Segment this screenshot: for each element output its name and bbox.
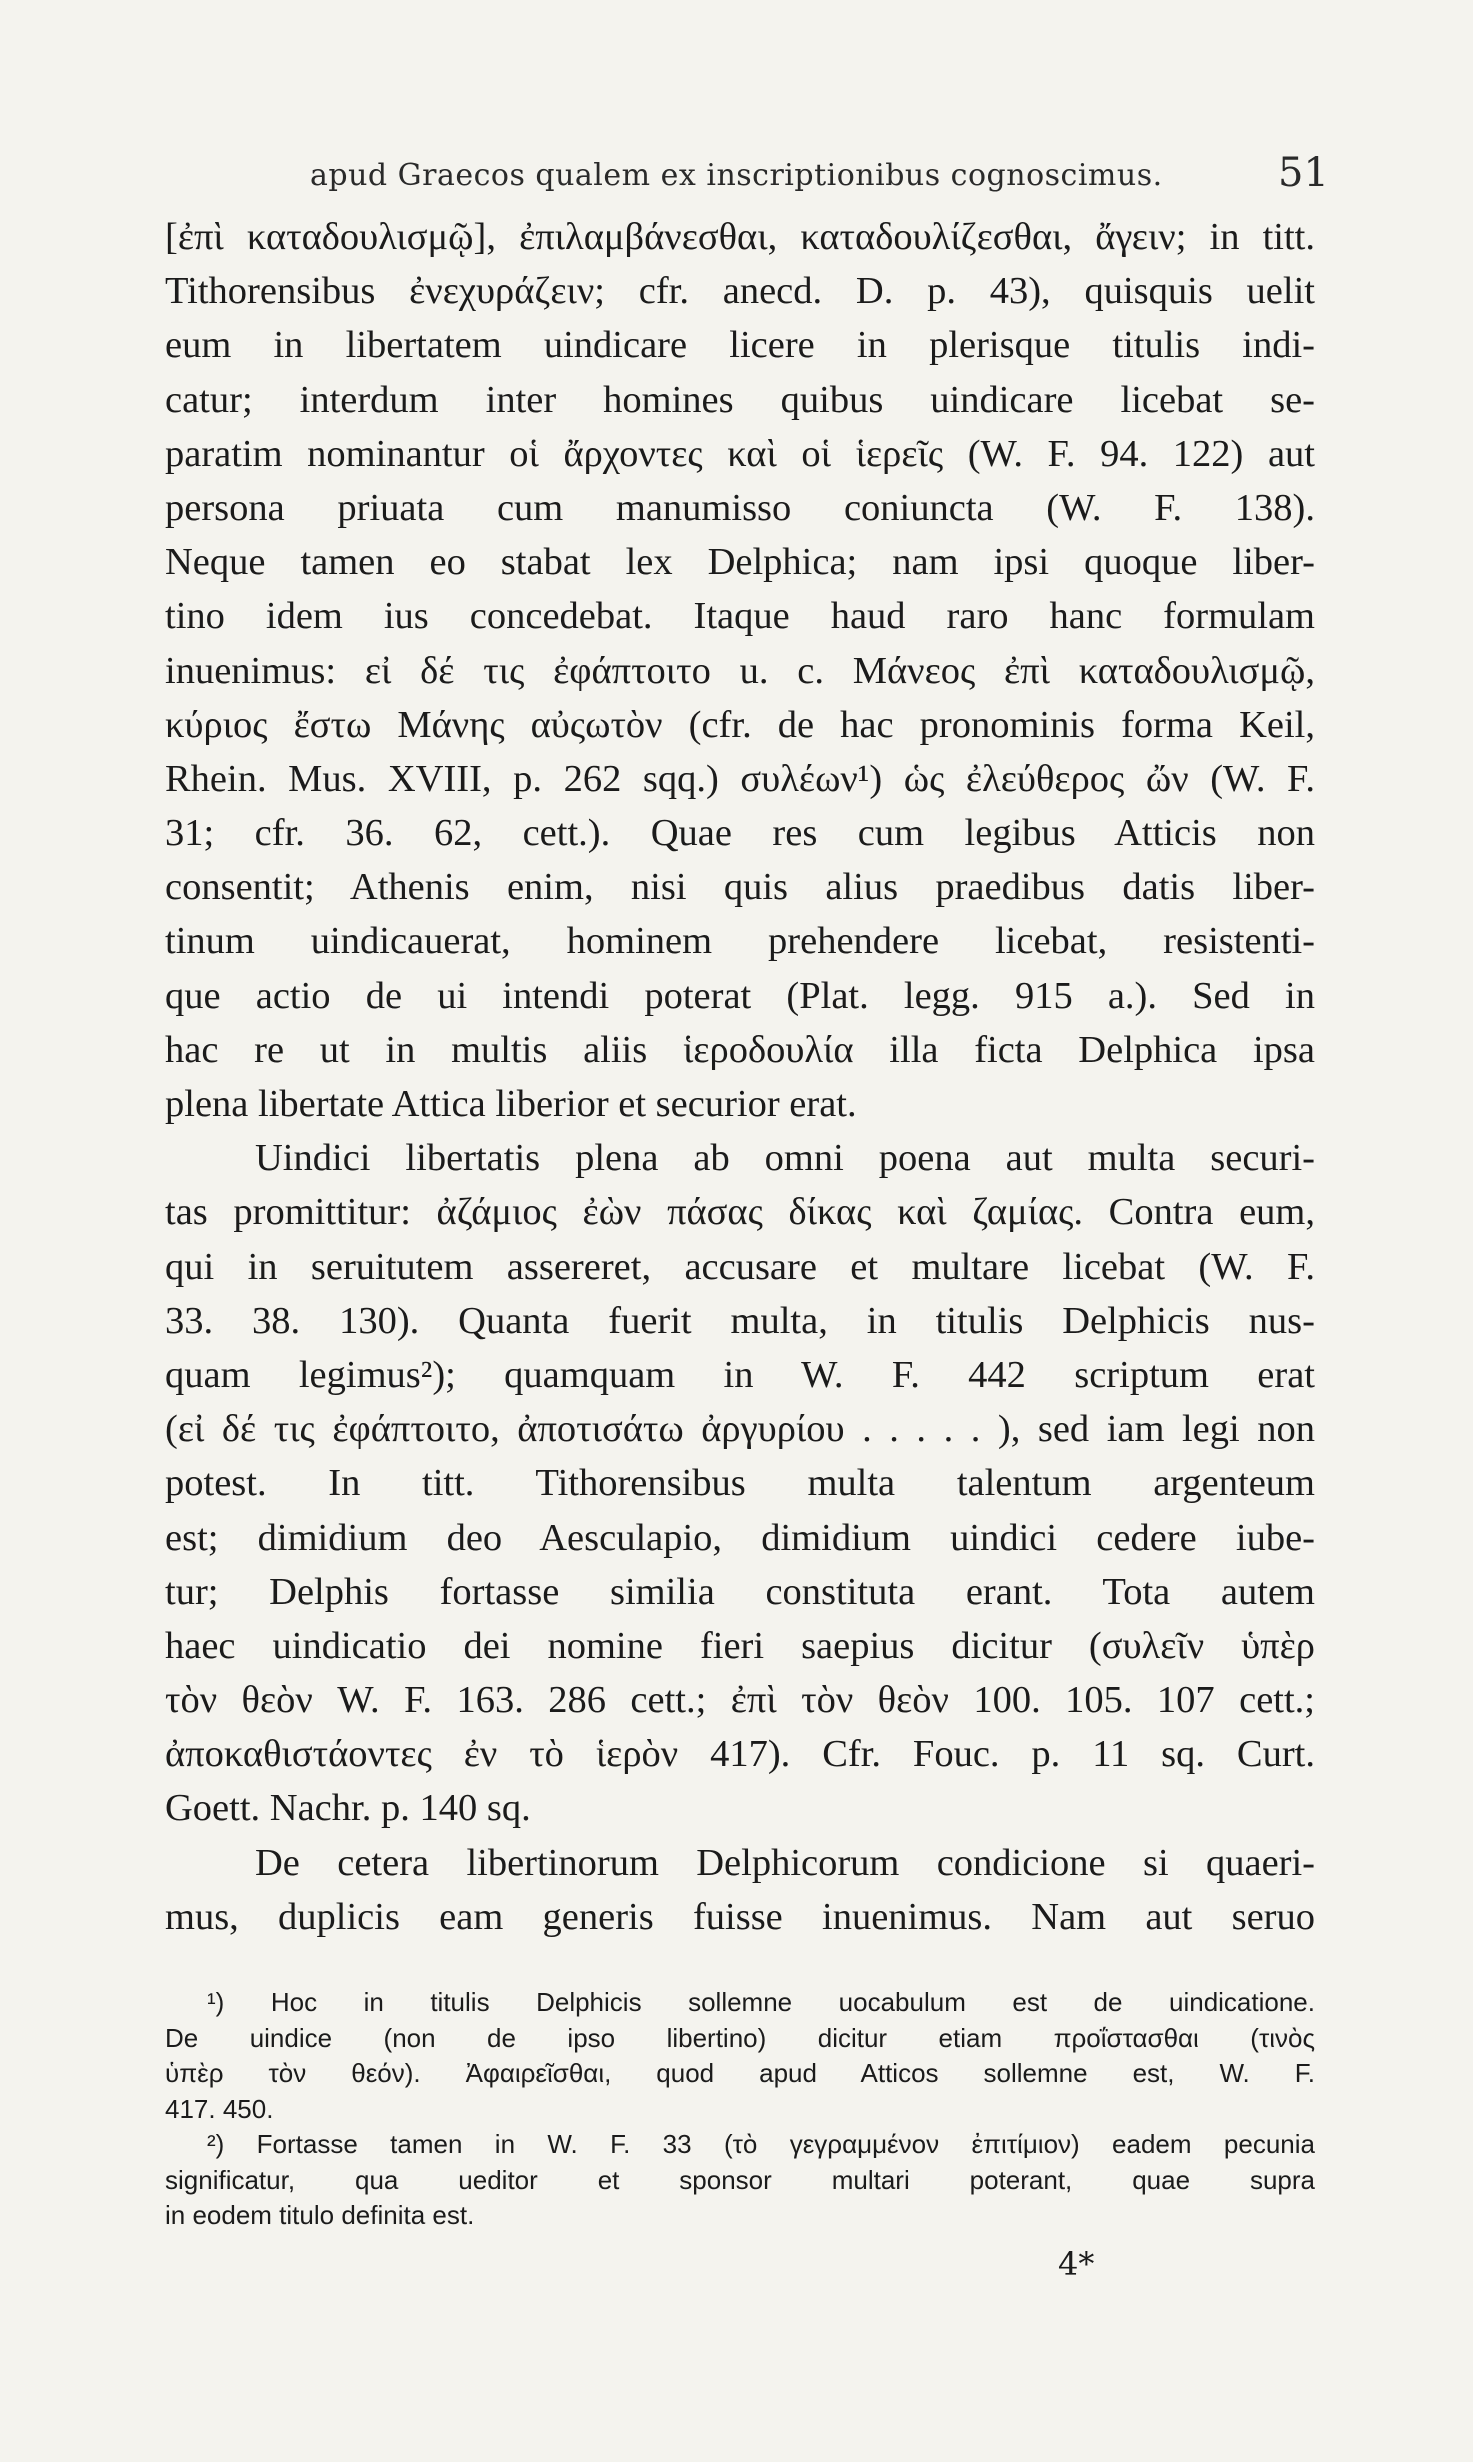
- footnote-2-line: significatur, qua ueditor et sponsor multari poterant, quae supra: [165, 2164, 1315, 2195]
- text-line: (εἰ δέ τις ἐφάπτοιτο, ἀποτισάτω ἀργυρίου . . . . . ), sed iam legi non: [165, 1408, 1315, 1451]
- footnotes-block: [165, 1985, 1315, 2234]
- text-line: Neque tamen eo stabat lex Delphica; nam ipsi quoque liber-: [165, 541, 1315, 584]
- paragraph-end-line: plena libertate Attica liberior et securior erat.: [165, 1083, 857, 1125]
- text-line: tino idem ius concedebat. Itaque haud raro hanc formulam: [165, 595, 1315, 638]
- running-head: apud Graecos qualem ex inscriptionibus cognoscimus.: [310, 158, 1163, 193]
- text-line: inuenimus: εἰ δέ τις ἐφάπτοιτο u. c. Μάνεος ἐπὶ καταδουλισμῷ,: [165, 649, 1315, 692]
- text-line: τὸν θεὸν W. F. 163. 286 cett.; ἐπὶ τὸν θεὸν 100. 105. 107 cett.;: [165, 1679, 1315, 1722]
- text-line: tas promittitur: ἀζάμιος ἐὼν πάσας δίκας καὶ ζαμίας. Contra eum,: [165, 1191, 1315, 1234]
- text-line: paratim nominantur οἱ ἄρχοντες καὶ οἱ ἱερεῖς (W. F. 94. 122) aut: [165, 432, 1315, 475]
- text-line: κύριος ἔστω Μάνης αὐςωτὸν (cfr. de hac pronominis forma Keil,: [165, 703, 1315, 746]
- footnote-1-line: ὑπὲρ τὸν θεόν). Ἀφαιρεῖσθαι, quod apud Atticos sollemne est, W. F.: [165, 2058, 1315, 2088]
- paragraph-start-line: De cetera libertinorum Delphicorum condicione si quaeri-: [255, 1841, 1315, 1884]
- text-line: Rhein. Mus. XVIII, p. 262 sqq.) συλέων¹) ὡς ἐλεύθερος ὤν (W. F.: [165, 757, 1315, 800]
- text-line: catur; interdum inter homines quibus uindicare licebat se-: [165, 378, 1315, 421]
- text-line: mus, duplicis eam generis fuisse inuenimus. Nam aut seruo: [165, 1895, 1315, 1938]
- text-line: potest. In titt. Tithorensibus multa talentum argenteum: [165, 1462, 1315, 1505]
- footnote-2-line: in eodem titulo definita est.: [165, 2200, 475, 2230]
- text-line: ἀποκαθιστάοντες ἐν τὸ ἱερὸν 417). Cfr. Fouc. p. 11 sq. Curt.: [165, 1733, 1315, 1776]
- text-line: Tithorensibus ἐνεχυράζειν; cfr. anecd. D. p. 43), quisquis uelit: [165, 270, 1315, 313]
- paragraph-start-line: Uindici libertatis plena ab omni poena aut multa securi-: [255, 1137, 1315, 1180]
- text-line: [ἐπὶ καταδουλισμῷ], ἐπιλαμβάνεσθαι, καταδουλίζεσθαι, ἄγειν; in titt.: [165, 216, 1315, 258]
- text-line: persona priuata cum manumisso coniuncta (W. F. 138).: [165, 486, 1315, 529]
- footnote-2-line: ²) Fortasse tamen in W. F. 33 (τὸ γεγραμμένον ἐπιτίμιον) eadem pecunia: [207, 2129, 1315, 2159]
- footnote-1-line: ¹) Hoc in titulis Delphicis sollemne uocabulum est de uindicatione.: [207, 1987, 1315, 2017]
- text-line: eum in libertatem uindicare licere in plerisque titulis indi-: [165, 324, 1315, 367]
- text-line: que actio de ui intendi poterat (Plat. legg. 915 a.). Sed in: [165, 974, 1315, 1017]
- text-line: quam legimus²); quamquam in W. F. 442 scriptum erat: [165, 1353, 1315, 1396]
- signature-mark: 4*: [1058, 2245, 1095, 2283]
- text-line: est; dimidium deo Aesculapio, dimidium uindici cedere iube-: [165, 1516, 1315, 1559]
- text-line: tur; Delphis fortasse similia constituta erant. Tota autem: [165, 1570, 1315, 1613]
- footnote-1-line: De uindice (non de ipso libertino) dicitur etiam προΐστασθαι (τινὸς: [165, 2022, 1315, 2053]
- footnote-1-line: 417. 450.: [165, 2093, 274, 2124]
- text-line: qui in seruitutem assereret, accusare et multare licebat (W. F.: [165, 1245, 1315, 1288]
- main-text-block: [165, 210, 1315, 1944]
- text-line: consentit; Athenis enim, nisi quis alius praedibus datis liber-: [165, 866, 1315, 909]
- text-line: 33. 38. 130). Quanta fuerit multa, in titulis Delphicis nus-: [165, 1299, 1315, 1342]
- text-line: haec uindicatio dei nomine fieri saepius dicitur (συλεῖν ὑπὲρ: [165, 1624, 1315, 1667]
- text-line: hac re ut in multis aliis ἱεροδουλία illa ficta Delphica ipsa: [165, 1028, 1315, 1071]
- text-line: 31; cfr. 36. 62, cett.). Quae res cum legibus Atticis non: [165, 812, 1315, 855]
- paragraph-end-line: Goett. Nachr. p. 140 sq.: [165, 1787, 531, 1830]
- text-line: tinum uindicauerat, hominem prehendere licebat, resistenti-: [165, 920, 1315, 963]
- page-number: 51: [1278, 150, 1329, 196]
